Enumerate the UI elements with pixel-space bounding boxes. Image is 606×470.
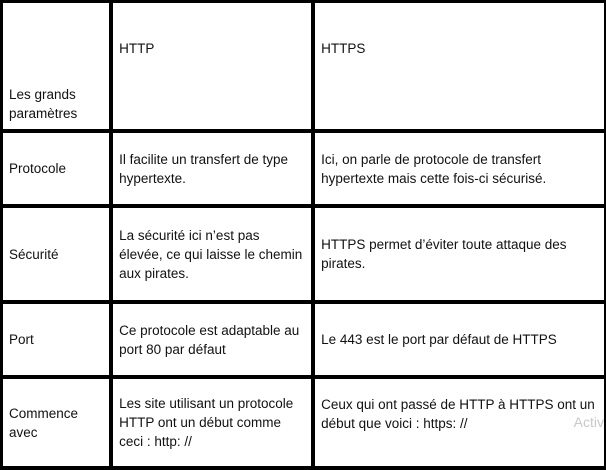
https-cell: HTTPS permet d’éviter toute attaque des pirates. (315, 208, 604, 300)
http-cell: Ce protocole est adaptable au port 80 par défaut (113, 304, 311, 375)
activation-watermark: Activ (573, 414, 604, 430)
http-cell: La sécurité ici n’est pas élevée, ce qui laisse le chemin aux pirates. (113, 208, 311, 300)
table-row (3, 304, 604, 375)
param-cell: Sécurité (3, 208, 109, 300)
param-cell: Port (3, 304, 109, 375)
https-cell: Ceux qui ont passé de HTTP à HTTPS ont un début que voici : https: // (315, 379, 604, 466)
https-cell: Ici, on parle de protocole de transfert hypertexte mais cette fois-ci sécurisé. (315, 133, 604, 204)
param-cell: Commence avec (3, 379, 109, 466)
table-header-row (3, 3, 604, 129)
https-cell: Le 443 est le port par défaut de HTTPS (315, 304, 604, 375)
header-cell-http: HTTP (113, 3, 311, 129)
http-cell: Il facilite un transfert de type hypertexte. (113, 133, 311, 204)
table-row (3, 208, 604, 300)
http-cell: Les site utilisant un protocole HTTP ont un début comme ceci : http: // (113, 379, 311, 466)
header-cell-parameters: Les grands paramètres (3, 3, 109, 129)
table-row (3, 379, 604, 466)
table-row (3, 133, 604, 204)
param-cell: Protocole (3, 133, 109, 204)
header-cell-https: HTTPS (315, 3, 604, 129)
